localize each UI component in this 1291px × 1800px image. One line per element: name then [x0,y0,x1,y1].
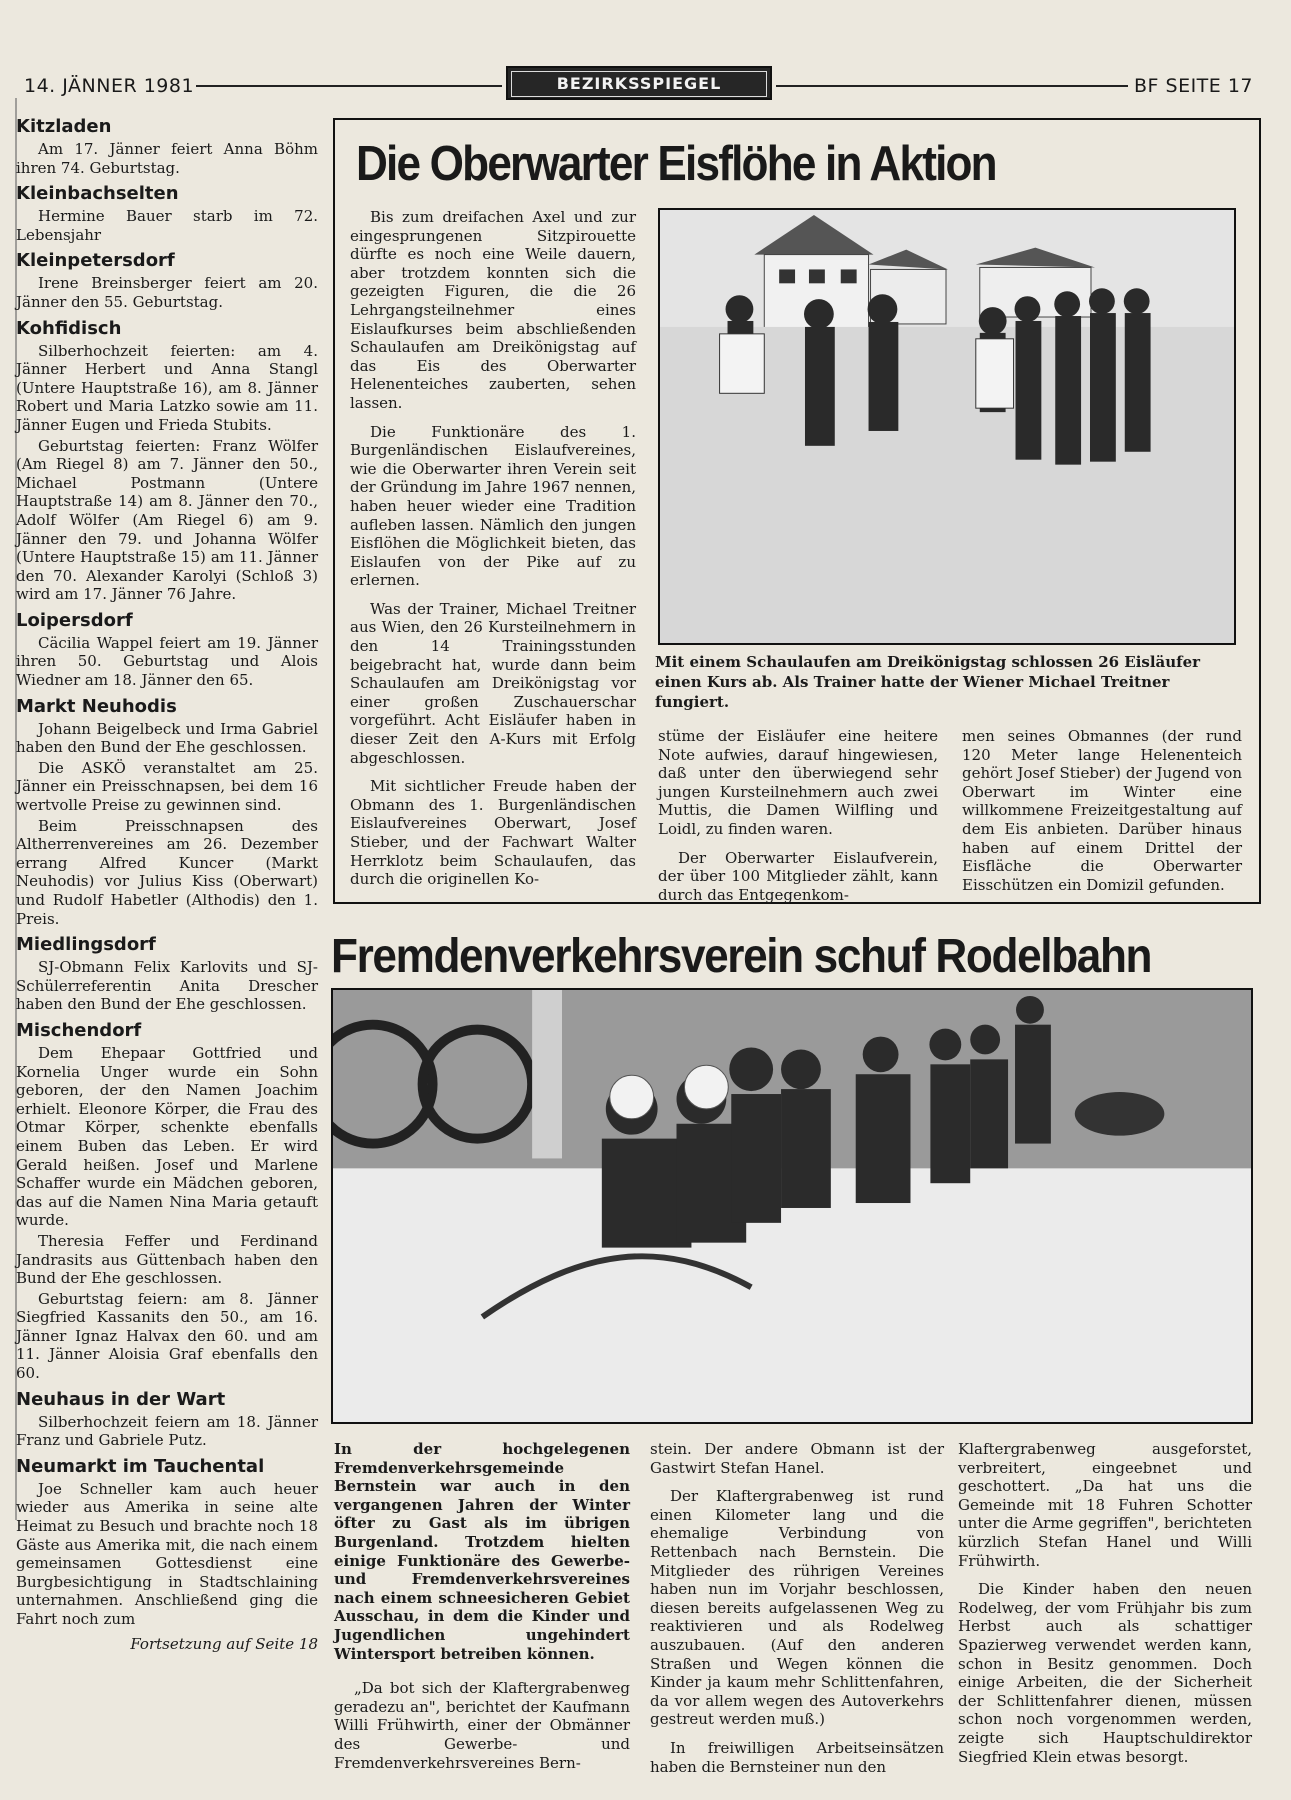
article-1-title: Die Oberwarter Eisflöhe in Aktion [356,137,996,191]
local-heading: Neumarkt im Tauchental [16,1455,265,1477]
local-paragraph: Theresia Feffer und Ferdinand Jandrasits aus Güttenbach haben den Bund der Ehe geschlossen. [16,1231,318,1288]
article-1-column-3 [962,727,1242,904]
local-paragraph: Die ASKÖ veranstaltet am 25. Jänner ein Preisschnapsen, bei dem 16 wertvolle Preise zu gewinnen sind. [16,758,318,815]
local-paragraph: Am 17. Jänner feiert Anna Böhm ihren 74. Geburtstag. [16,140,318,177]
article-paragraph: Was der Trainer, Michael Treitner aus Wien, den 26 Kursteilnehmern in den 14 Trainingsstunden beigebracht hat, wurde dann beim Schaulaufen am Dreikönigstag vor einer großen Zuschauerschar vorgeführt. Acht Eisläufer haben in dieser Zeit den A-Kurs mit Erfolg abgeschlossen. [350,599,636,767]
local-heading: Loipersdorf [16,609,133,631]
article-paragraph: „Da bot sich der Klaftergrabenweg geradezu an", berichtet der Kaufmann Willi Frühwirth, einer der Obmänner des Gewerbe- und Fremdenverkehrsvereines Bern- [334,1679,630,1772]
local-heading: Neuhaus in der Wart [16,1388,226,1410]
article-paragraph: Die Funktionäre des 1. Burgenländischen Eislaufvereines, wie die Oberwarter ihren Verein seit der Gründung im Jahre 1967 nennen, haben heuer wieder eine Tradition aufleben lassen. Nämlich den jungen Eisflöhen die Möglichkeit bieten, das Eislaufen von der Pike auf zu erlernen. [350,422,636,590]
local-paragraph: Johann Beigelbeck und Irma Gabriel haben den Bund der Ehe geschlossen. [16,719,318,757]
local-paragraph: Dem Ehepaar Gottfried und Kornelia Unger wurde ein Sohn geboren, der den Namen Joachim erhielt. Eleonore Körper, die Frau des Otmar Körper, schenkte ebenfalls einem Buben das Leben. Er wird Gerald heißen. Josef und Marlene Schaffer wurde ein Mädchen geboren, das auf die Namen Nina Maria getauft wurde. [16,1043,318,1230]
article-1-column-2 [658,727,938,914]
photo-ice-skaters [658,208,1236,645]
local-paragraph: Beim Preisschnapsen des Altherrenvereines am 26. Dezember errang Alfred Kuncer (Markt Neuhodis) vor Julius Kiss (Oberwart) und Rudolf Habetler (Althodis) den 1. Preis. [16,816,318,928]
continuation-note: Fortsetzung auf Seite 18 [130,1634,318,1653]
photo-children-sledging [331,988,1253,1424]
article-paragraph: Der Oberwarter Eislaufverein, der über 100 Mitglieder zählt, kann durch das Entgegenkom- [658,848,938,904]
issue-date: 14. JÄNNER 1981 [24,75,195,97]
article-paragraph: Mit sichtlicher Freude haben der Obmann des 1. Burgenländischen Eislaufvereines Oberwart, Josef Stieber, und der Fachwart Walter Herrklotz beim Schaulaufen, das durch die originellen Ko- [350,777,636,889]
local-paragraph: Irene Breinsberger feiert am 20. Jänner den 55. Geburtstag. [16,274,318,311]
article-paragraph: Die Kinder haben den neuen Rodelweg, der vom Frühjahr bis zum Herbst auch als schattiger Spazierweg verwendet werden kann, schon in Besitz genommen. Doch einige Arbeiten, die der Sicherheit der Schlittenfahrer dienen, müssen schon noch vorgenommen werden, zeigte sich Hauptschuldirektor Siegfried Klein etwas besorgt. [958,1580,1252,1766]
article-paragraph: Bis zum dreifachen Axel und zur eingesprungenen Sitzpirouette dürfte es noch eine Weile dauern, aber trotzdem konnten sich die gezeigten Figuren, die die 26 Lehrgangsteilnehmer eines Eislaufkurses beim abschließenden Schaulaufen am Dreikönigstag auf das Eis des Oberwarter Helenenteiches zauberten, sehen lassen. [350,208,636,412]
article-2-column-3 [958,1440,1252,1776]
article-1-column-1 [350,208,636,899]
local-heading: Kleinbachselten [16,183,179,205]
section-label-text: BEZIRKSSPIEGEL [511,71,767,97]
local-paragraph: SJ-Obmann Felix Karlovits und SJ-Schülerreferentin Anita Drescher haben den Bund der Ehe geschlossen. [16,958,318,1014]
local-paragraph: Joe Schneller kam auch heuer wieder aus Amerika in seine alte Heimat zu Besuch und brachte noch 18 Gäste aus Amerika mit, die nach einem gemeinsamen Gottesdienst eine Burgbesichtigung in Stadtschlaining unternahmen. Anschließend ging die Fahrt noch zum [16,1479,318,1628]
local-paragraph: Cäcilia Wappel feiert am 19. Jänner ihren 50. Geburtstag und Alois Wiedner am 18. Jänner den 65. [16,633,318,690]
article-2-column-1 [334,1440,630,1782]
article-2-column-2 [650,1440,944,1786]
article-paragraph: Klaftergrabenweg ausgeforstet, verbreitert, eingeebnet und geschottert. „Da hat uns die Gemeinde mit 18 Fuhren Schotter unter die Arme gegriffen", berichteten kürzlich Stefan Hanel und Willi Frühwirth. [958,1440,1252,1570]
section-label [506,66,772,100]
article-paragraph: stüme der Eisläufer eine heitere Note aufwies, darauf hingewiesen, daß unter den überwiegend sehr jungen Kursteilnehmern auch zwei Muttis, die Damen Wilfling und Loidl, zu finden waren. [658,727,938,838]
photo-1-caption: Mit einem Schaulaufen am Dreikönigstag schlossen 26 Eisläufer einen Kurs ab. Als Trainer hatte der Wiener Michael Treitner fungiert. [655,653,1201,711]
local-paragraph: Silberhochzeit feierten: am 4. Jänner Herbert und Anna Stangl (Untere Hauptstraße 16), am 8. Jänner Robert und Maria Latzko sowie am 11. Jänner Eugen und Frieda Stubits. [16,341,318,434]
page-number: BF SEITE 17 [1134,75,1253,97]
local-heading: Markt Neuhodis [16,695,177,717]
article-intro: In der hochgelegenen Fremdenverkehrsgemeinde Bernstein war auch in den vergangenen Jahren der Winter öfter zu Gast als im übrigen Burgenland. Trotzdem hielten einige Funktionäre des Gewerbe- und Fremdenverkehrsvereines nach einem schneesicheren Gebiet Ausschau, in dem die Kinder und Jugendlichen ungehindert Wintersport betreiben können. [334,1440,630,1663]
local-heading: Kitzladen [16,116,112,137]
article-2-title: Fremdenverkehrsverein schuf Rodelbahn [331,930,1152,983]
local-paragraph: Geburtstag feierten: Franz Wölfer (Am Riegel 8) am 7. Jänner den 50., Michael Postmann (Untere Hauptstraße 14) am 8. Jänner den 70., Adolf Wölfer (Am Riegel 6) am 9. Jänner den 79. und Johanna Wölfer (Untere Hauptstraße 15) am 11. Jänner den 70. Alexander Karolyi (Schloß 3) wird am 17. Jänner 76 Jahre. [16,436,318,604]
local-paragraph: Silberhochzeit feiern am 18. Jänner Franz und Gabriele Putz. [16,1412,318,1450]
local-paragraph: Hermine Bauer starb im 72. Lebensjahr [16,207,318,244]
article-paragraph: stein. Der andere Obmann ist der Gastwirt Stefan Hanel. [650,1440,944,1477]
local-heading: Mischendorf [16,1019,142,1041]
article-paragraph: In freiwilligen Arbeitseinsätzen haben die Bernsteiner nun den [650,1738,944,1776]
article-paragraph: Der Klaftergrabenweg ist rund einen Kilometer lang und die ehemalige Verbindung von Rettenbach nach Bernstein. Die Mitglieder des rührigen Vereines haben nun im Vorjahr beschlossen, diesen bereits aufgelassenen Weg zu reaktivieren und als Rodelweg auszubauen. (Auf den anderen Straßen und Wegen können die Kinder ja kaum mehr Schlittenfahren, da vor allem wegen des Autoverkehrs gestreut werden muß.) [650,1487,944,1729]
local-heading: Kleinpetersdorf [16,250,175,272]
local-news-column [16,110,318,1653]
local-heading: Miedlingsdorf [16,934,156,956]
local-paragraph: Geburtstag feiern: am 8. Jänner Siegfried Kassanits den 50., am 16. Jänner Ignaz Halvax den 60. und am 11. Jänner Aloisia Graf ebenfalls den 60. [16,1289,318,1383]
article-paragraph: men seines Obmannes (der rund 120 Meter lange Helenenteich gehört Josef Stieber) der Jugend von Oberwart im Winter eine willkommene Freizeitgestaltung auf dem Eis anbieten. Darüber hinaus haben auf einem Drittel der Eisfläche die Oberwarter Eisschützen ein Domizil gefunden. [962,727,1242,894]
local-heading: Kohfidisch [16,317,122,339]
